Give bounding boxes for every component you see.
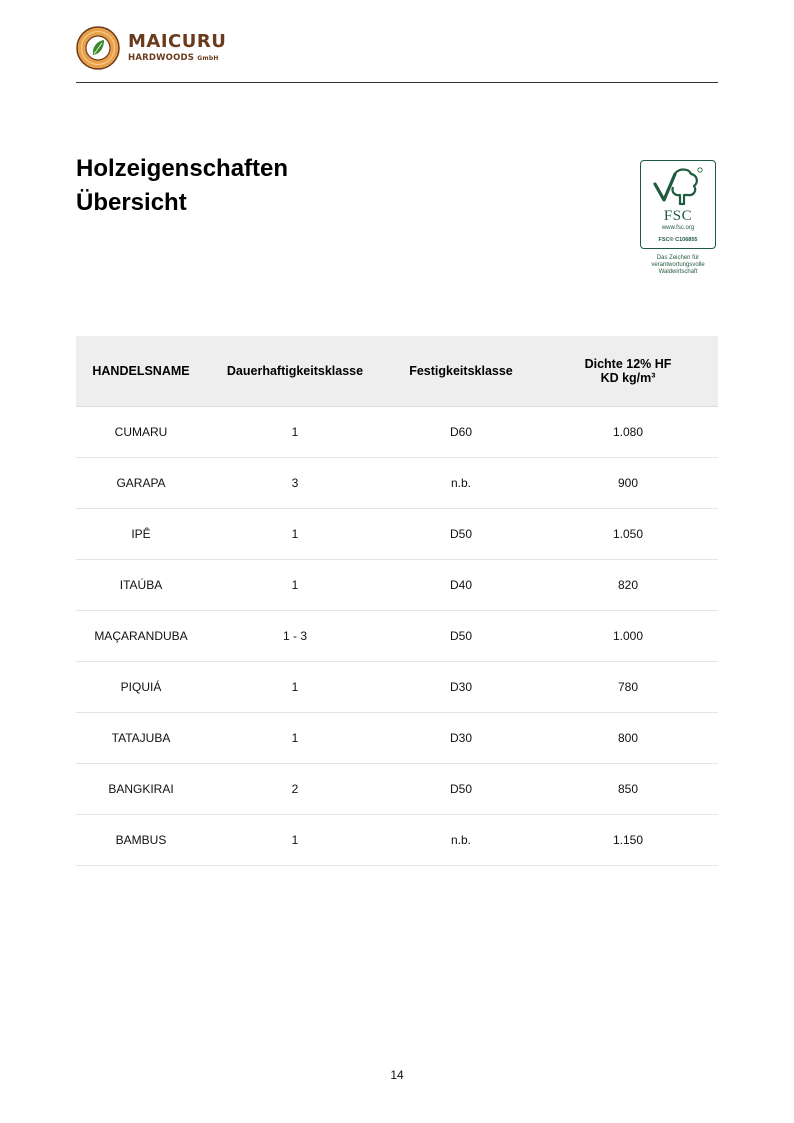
- cell-strength-class: D60: [384, 407, 538, 458]
- cell-density: 900: [538, 458, 718, 509]
- cell-density: 1.080: [538, 407, 718, 458]
- fsc-caption-line-3: Waldwirtschaft: [658, 269, 698, 275]
- cell-density: 1.150: [538, 815, 718, 866]
- cell-trade-name: PIQUIÁ: [76, 662, 206, 713]
- company-logo: [76, 26, 226, 70]
- header-strength-class: Festigkeitsklasse: [384, 336, 538, 407]
- cell-strength-class: D50: [384, 509, 538, 560]
- fsc-name: FSC: [663, 208, 693, 224]
- cell-durability-class: 1: [206, 713, 384, 764]
- fsc-certification-badge: [640, 160, 716, 276]
- cell-density: 780: [538, 662, 718, 713]
- cell-durability-class: 1: [206, 407, 384, 458]
- fsc-license-code: FSC® C106855: [658, 237, 698, 243]
- table-header-row: [76, 336, 718, 407]
- logo-sub-suffix: GmbH: [197, 55, 219, 63]
- header-trade-name: HANDELSNAME: [76, 336, 206, 407]
- cell-density: 1.000: [538, 611, 718, 662]
- cell-strength-class: n.b.: [384, 815, 538, 866]
- logo-name: MAICURU: [128, 31, 227, 53]
- cell-trade-name: GARAPA: [76, 458, 206, 509]
- cell-density: 820: [538, 560, 718, 611]
- cell-durability-class: 3: [206, 458, 384, 509]
- cell-durability-class: 2: [206, 764, 384, 815]
- fsc-caption: [640, 255, 716, 276]
- cell-durability-class: 1: [206, 509, 384, 560]
- cell-durability-class: 1 - 3: [206, 611, 384, 662]
- page-title: [76, 152, 288, 220]
- fsc-url: www.fsc.org: [661, 225, 695, 231]
- table-row: [76, 509, 718, 560]
- cell-trade-name: BANGKIRAI: [76, 764, 206, 815]
- page-title-line-1: Holzeigenschaften: [76, 155, 289, 182]
- table-row: [76, 458, 718, 509]
- fsc-caption-line-2: verantwortungsvolle: [651, 262, 705, 268]
- header-density-line-2: KD kg/m³: [600, 371, 656, 385]
- page-title-line-2: Übersicht: [76, 189, 187, 216]
- cell-trade-name: CUMARU: [76, 407, 206, 458]
- page-header: [76, 26, 718, 83]
- table-row: [76, 407, 718, 458]
- cell-density: 1.050: [538, 509, 718, 560]
- cell-trade-name: MAÇARANDUBA: [76, 611, 206, 662]
- cell-trade-name: IPÊ: [76, 509, 206, 560]
- header-density-line-1: Dichte 12% HF: [584, 357, 672, 371]
- fsc-logo-box: [640, 160, 716, 249]
- wood-slice-leaf-icon: [76, 26, 120, 70]
- cell-trade-name: TATAJUBA: [76, 713, 206, 764]
- cell-density: 850: [538, 764, 718, 815]
- cell-strength-class: D30: [384, 713, 538, 764]
- table-row: [76, 611, 718, 662]
- table-header: [76, 336, 718, 407]
- table-row: [76, 560, 718, 611]
- page-number: 14: [390, 1068, 404, 1082]
- cell-strength-class: D30: [384, 662, 538, 713]
- cell-strength-class: D50: [384, 611, 538, 662]
- cell-durability-class: 1: [206, 815, 384, 866]
- fsc-tree-checkmark-icon: [651, 166, 705, 210]
- fsc-caption-line-1: Das Zeichen für: [656, 255, 700, 261]
- cell-strength-class: n.b.: [384, 458, 538, 509]
- cell-trade-name: ITAÚBA: [76, 560, 206, 611]
- table-body: [76, 407, 718, 866]
- header-durability-class: Dauerhaftigkeitsklasse: [206, 336, 384, 407]
- wood-properties-table: [76, 336, 718, 866]
- table-row: [76, 764, 718, 815]
- cell-durability-class: 1: [206, 560, 384, 611]
- logo-sub-text: HARDWOODS: [128, 53, 195, 64]
- header-density: [538, 336, 718, 407]
- cell-strength-class: D50: [384, 764, 538, 815]
- cell-trade-name: BAMBUS: [76, 815, 206, 866]
- table-row: [76, 713, 718, 764]
- logo-subtitle: [128, 54, 226, 63]
- cell-durability-class: 1: [206, 662, 384, 713]
- table-row: [76, 662, 718, 713]
- cell-strength-class: D40: [384, 560, 538, 611]
- table-row: [76, 815, 718, 866]
- cell-density: 800: [538, 713, 718, 764]
